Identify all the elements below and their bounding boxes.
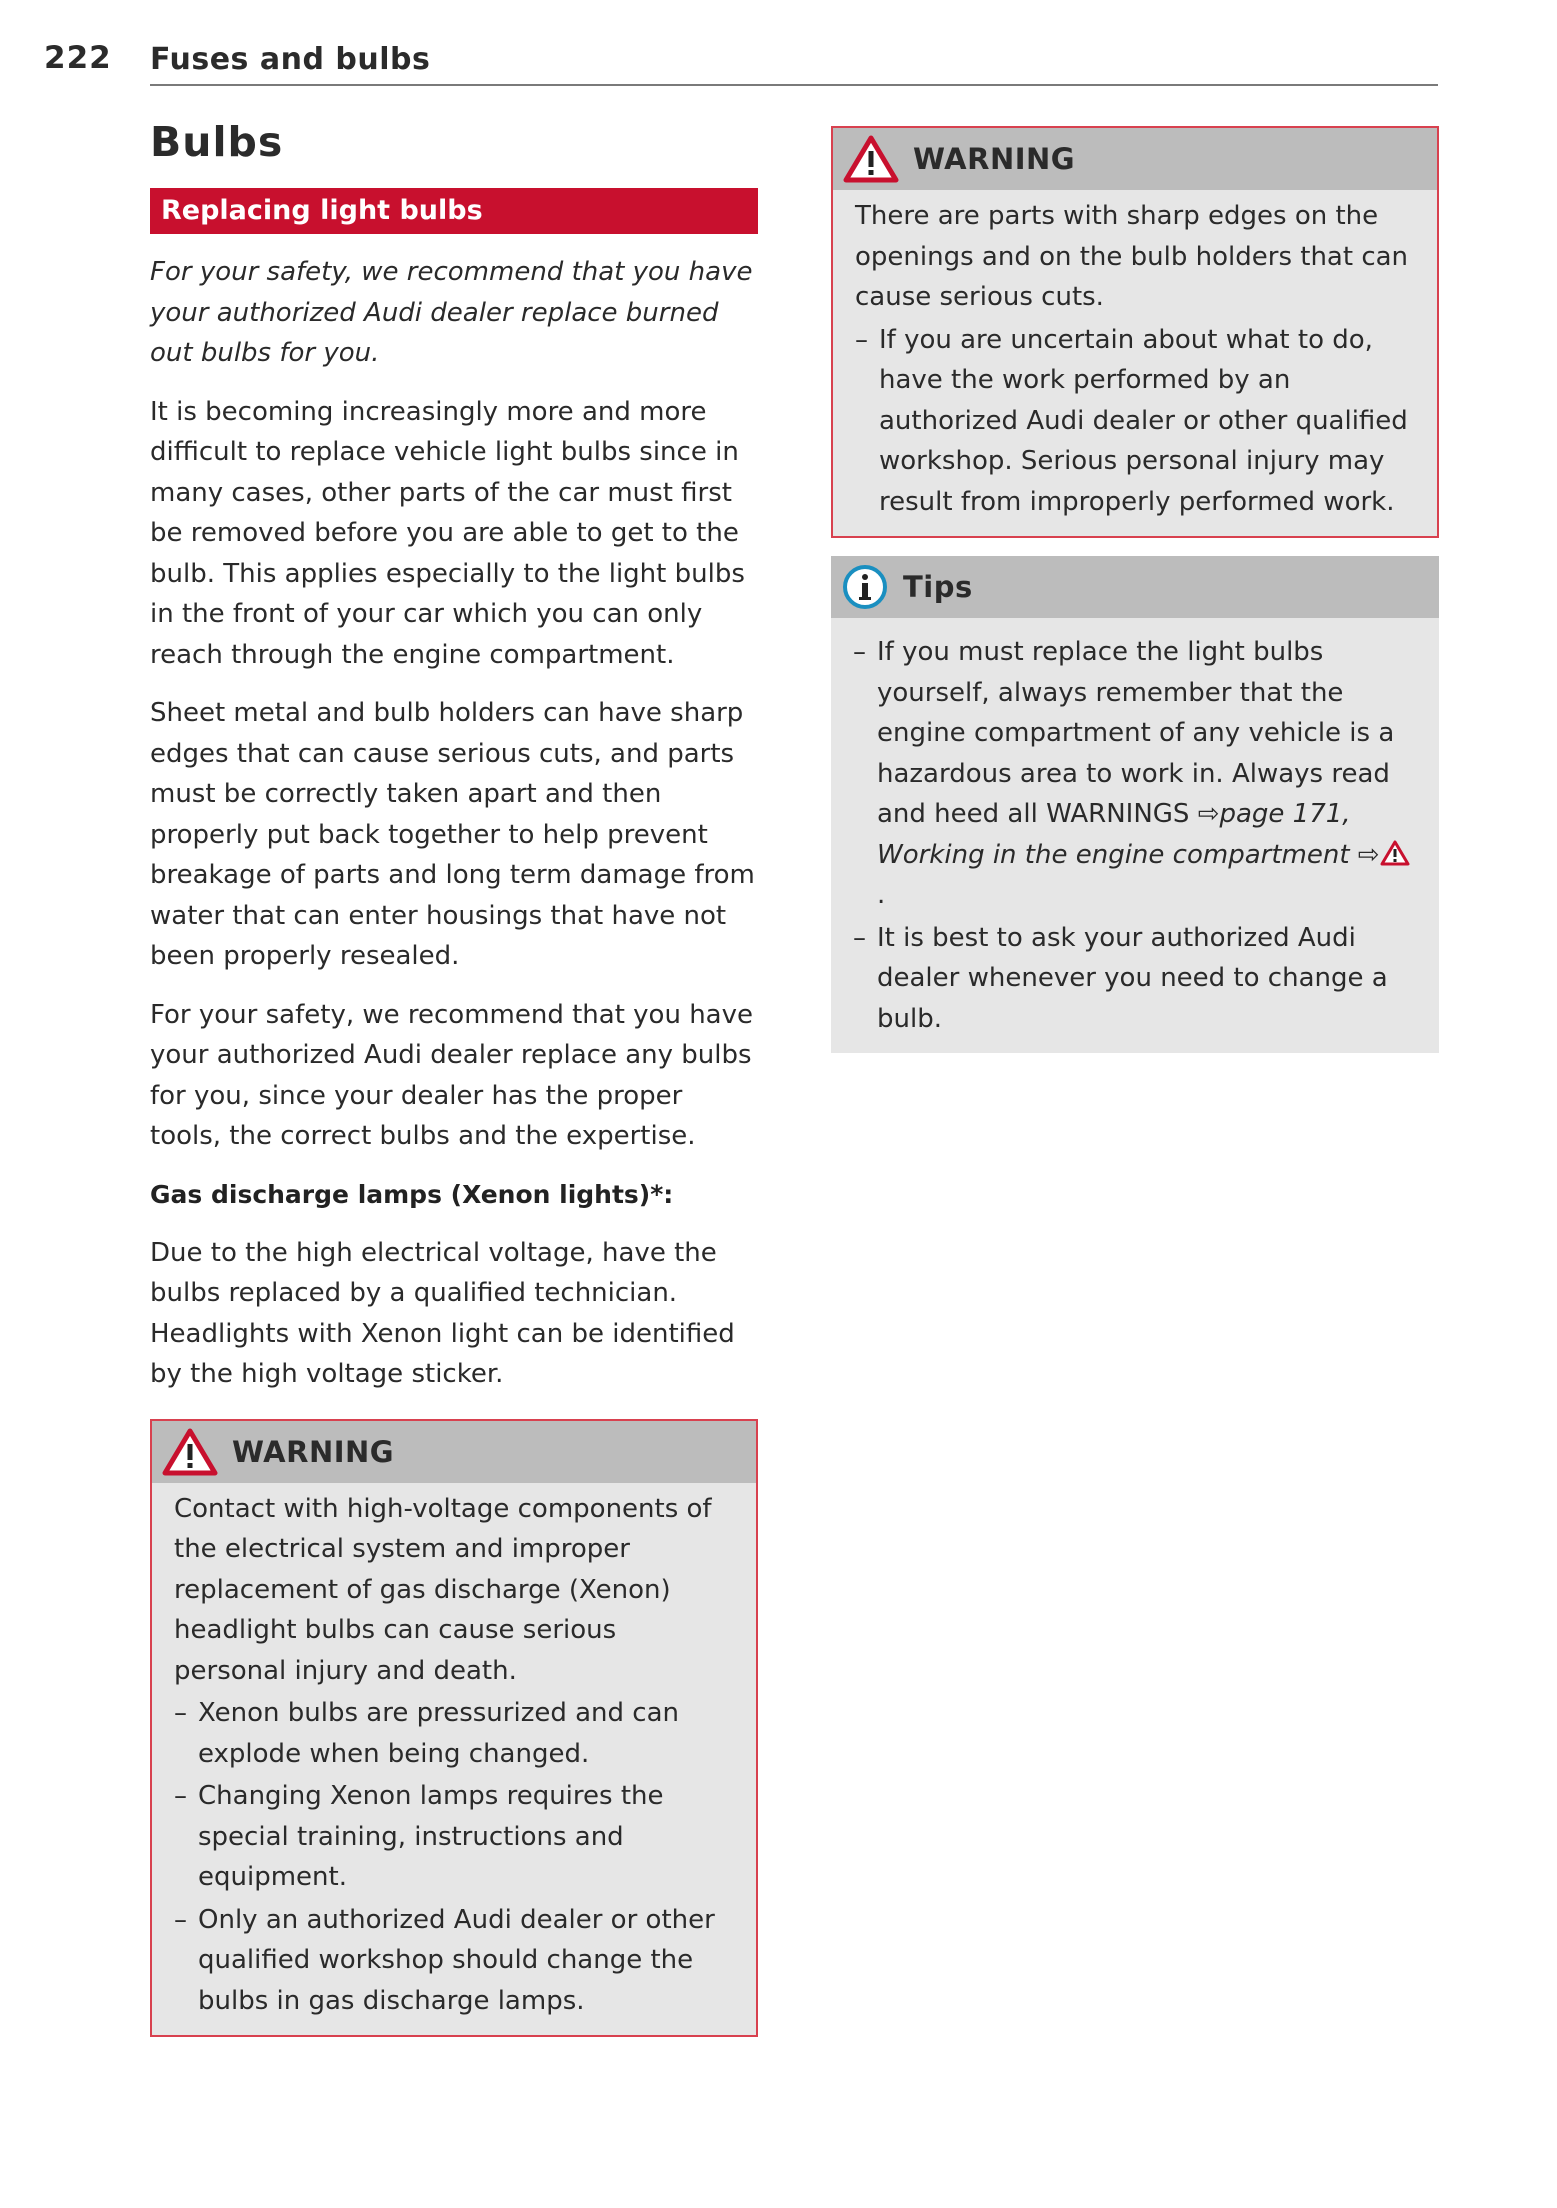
tips-label: Tips [903, 570, 973, 604]
warning-text: Contact with high-voltage components of the electrical system and improper replacement of gas discharge (Xenon) headlight bulbs can cause serious personal injury and death. [174, 1493, 712, 1686]
subheading-xenon: Gas discharge lamps (Xenon lights)*: [150, 1179, 674, 1209]
warning-triangle-icon [162, 1428, 218, 1476]
paragraph: It is becoming increasingly more and more difficult to replace vehicle light bulbs since in many cases, other parts of the car must first be removed before you are able to get to the bulb. This applies especially to the light bulbs in the front of your car which you can only reach through the engine compartment. [150, 396, 745, 670]
warning-body [152, 1483, 756, 2036]
tips-box [831, 556, 1439, 1053]
left-column [150, 118, 758, 2037]
right-column [831, 126, 1439, 1053]
running-title: Fuses and bulbs [150, 42, 431, 77]
warning-triangle-icon [843, 135, 899, 183]
info-icon [841, 563, 889, 611]
warning-box-sharp-edges [831, 126, 1439, 538]
tips-header [831, 556, 1439, 618]
arrow-icon: ⇨ [1197, 799, 1220, 829]
warning-body [833, 190, 1437, 536]
list-item: – It is best to ask your authorized Audi dealer whenever you need to change a bulb. [853, 918, 1417, 1040]
paragraph: For your safety, we recommend that you have your authorized Audi dealer replace any bulbs for you, since your dealer has the proper tools, the correct bulbs and the expertise. [150, 999, 753, 1151]
list-item [853, 632, 1417, 916]
tips-body [831, 618, 1439, 1053]
tip-text: If you must replace the light bulbs yourself, always remember that the engine compartment of any vehicle is a hazardous area to work in. Always read and heed all WARNINGS [877, 637, 1395, 829]
warning-label: WARNING [913, 142, 1076, 176]
list-item: – Xenon bulbs are pressurized and can explode when being changed. [174, 1693, 734, 1774]
warning-label: WARNING [232, 1434, 395, 1469]
warning-header [152, 1421, 756, 1483]
warning-header [833, 128, 1437, 190]
intro-text: For your safety, we recommend that you have your authorized Audi dealer replace burned out bulbs for you. [150, 257, 753, 368]
list-item: – Only an authorized Audi dealer or other qualified workshop should change the bulbs in gas discharge lamps. [174, 1900, 734, 2022]
warning-text: There are parts with sharp edges on the openings and on the bulb holders that can cause serious cuts. [855, 201, 1409, 312]
header-rule [150, 84, 1438, 86]
paragraph: Sheet metal and bulb holders can have sharp edges that can cause serious cuts, and parts must be correctly taken apart and then properly put back together to help prevent breakage of parts and long term damage from water that can enter housings that have not been properly resealed. [150, 698, 755, 971]
punctuation: . [877, 880, 886, 910]
warning-triangle-icon[interactable] [1380, 840, 1410, 866]
subsection-banner: Replacing light bulbs [150, 188, 758, 234]
tips-list [853, 632, 1417, 1039]
section-title: Bulbs [150, 118, 284, 166]
page-reference-link[interactable]: page 171, Working in the engine compartment [877, 799, 1351, 870]
warning-list [174, 1693, 734, 2021]
list-item: – Changing Xenon lamps requires the special training, instructions and equipment. [174, 1776, 734, 1898]
list-item: – If you are uncertain about what to do, have the work performed by an authorized Audi dealer or other qualified workshop. Serious personal injury may result from improperly performed work. [855, 320, 1415, 523]
warning-box-xenon [150, 1419, 758, 2038]
paragraph-xenon: Due to the high electrical voltage, have the bulbs replaced by a qualified technician. Headlights with Xenon light can be identified by the high voltage sticker. [150, 1237, 735, 1389]
arrow-icon: ⇨ [1357, 839, 1380, 870]
warning-list [855, 320, 1415, 523]
page-number: 222 [44, 40, 112, 76]
